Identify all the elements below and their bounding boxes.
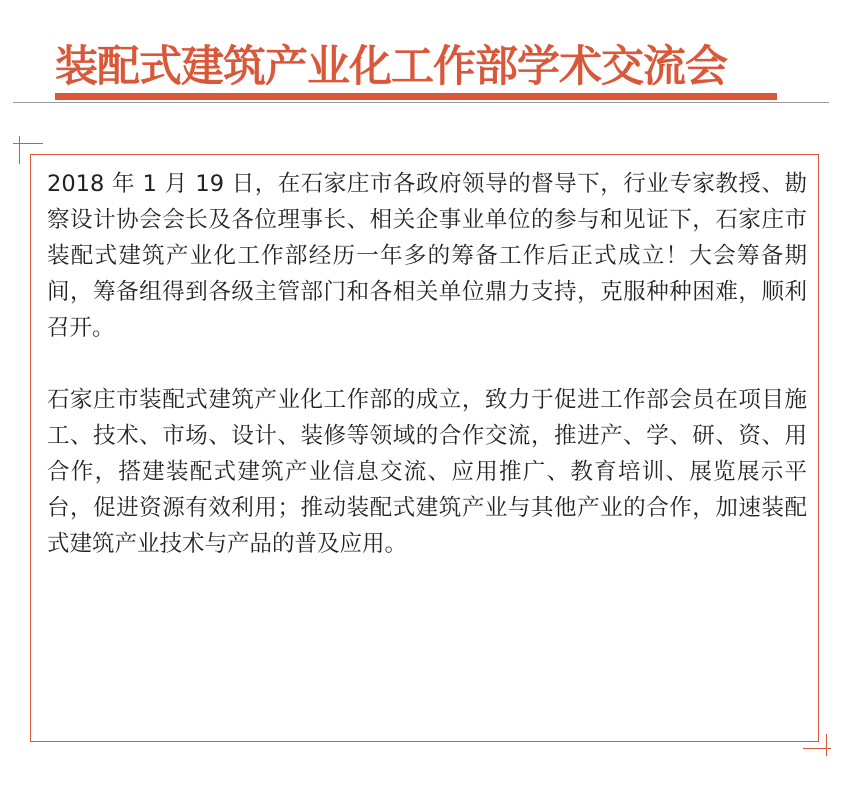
title-underline bbox=[55, 93, 777, 100]
corner-mark-bottom-right-vertical bbox=[826, 734, 827, 756]
paragraph-founding: 2018 年 1 月 19 日，在石家庄市各政府领导的督导下，行业专家教授、勘察设计协会会长及各位理事长、相关企事业单位的参与和见证下，石家庄市装配式建筑产业化工作部经历一年多的筹备工作后正式成立！大会筹备期间，筹备组得到各级主管部门和各相关单位鼎力支持，克服种种困难，顺利召开。 bbox=[47, 171, 807, 341]
corner-mark-top-left-vertical bbox=[19, 136, 20, 164]
corner-mark-top-left-horizontal bbox=[13, 143, 43, 144]
article-body bbox=[47, 166, 807, 562]
header-divider bbox=[13, 102, 829, 103]
paragraph-mission: 石家庄市装配式建筑产业化工作部的成立，致力于促进工作部会员在项目施工、技术、市场、设计、装修等领域的合作交流，推进产、学、研、资、用合作，搭建装配式建筑产业信息交流、应用推广、教育培训、展览展示平台，促进资源有效利用；推动装配式建筑产业与其他产业的合作，加速装配式建筑产业技术与产品的普及应用。 bbox=[47, 387, 807, 557]
page-title: 装配式建筑产业化工作部学术交流会 bbox=[55, 42, 727, 92]
